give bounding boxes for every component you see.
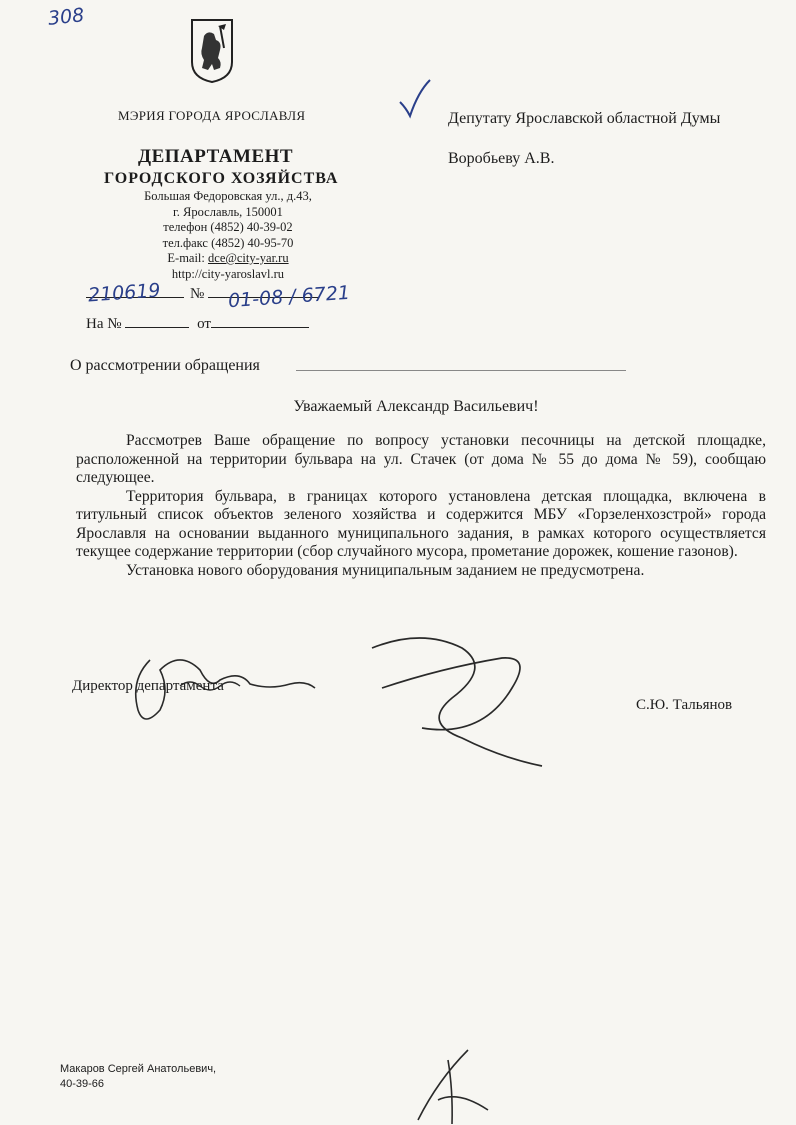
from-label: от bbox=[197, 316, 211, 332]
body-paragraph-1: Рассмотрев Ваше обращение по вопросу установки песочницы на детской площадке, расположенной на территории бульвара на ул. Стачек (от дома № 55 до дома № 59), сообщаю следующее. bbox=[76, 432, 766, 486]
reply-reference-line bbox=[86, 313, 309, 333]
handwritten-date: 210619 bbox=[87, 279, 162, 307]
executor-phone: 40-39-66 bbox=[60, 1078, 105, 1090]
letter-body bbox=[76, 432, 766, 580]
body-paragraph-2: Территория бульвара, в границах которого установлена детская площадка, включена в титульный список объектов зеленого хозяйства и содержится МБУ «Горзеленхозстрой» города Ярославля на основании выданного муниципального задания, в рамках которого осуществляется текущее содержание территории (сбор случайного мусора, прометание дорожек, кошение газонов). bbox=[76, 487, 766, 560]
department-title: ДЕПАРТАМЕНТ bbox=[138, 146, 294, 167]
phone-number: телефон (4852) 40-39-02 bbox=[163, 220, 293, 234]
executor-info bbox=[60, 1062, 216, 1092]
email-link[interactable]: dce@city-yar.ru bbox=[208, 251, 289, 265]
recipient-name: Воробьеву А.В. bbox=[448, 150, 555, 167]
executor-signature bbox=[408, 1040, 498, 1125]
signatory-name: С.Ю. Тальянов bbox=[636, 697, 733, 713]
signatory-position: Директор департамента bbox=[72, 678, 224, 694]
department-subtitle: ГОРОДСКОГО ХОЗЯЙСТВА bbox=[104, 170, 339, 187]
organization-name: МЭРИЯ ГОРОДА ЯРОСЛАВЛЯ bbox=[118, 108, 306, 123]
director-signature bbox=[362, 628, 552, 768]
number-label: № bbox=[190, 286, 205, 302]
body-paragraph-3: Установка нового оборудования муниципальным заданием не предусмотрена. bbox=[126, 561, 645, 579]
subject-divider bbox=[296, 370, 626, 371]
email-label: E-mail: bbox=[167, 251, 209, 265]
executor-name: Макаров Сергей Анатольевич, bbox=[60, 1063, 217, 1075]
address-street: Большая Федоровская ул., д.43, bbox=[144, 189, 312, 203]
salutation: Уважаемый Александр Васильевич! bbox=[293, 398, 539, 415]
subject-line: О рассмотрении обращения bbox=[70, 357, 260, 374]
fax-number: тел.факс (4852) 40-95-70 bbox=[162, 235, 294, 250]
email-line bbox=[118, 251, 338, 267]
handwritten-number: 01-08 / 6721 bbox=[227, 281, 351, 313]
checkmark-icon bbox=[398, 78, 432, 118]
department-contacts bbox=[118, 189, 338, 282]
coat-of-arms-icon bbox=[190, 18, 234, 84]
address-city: г. Ярославль, 150001 bbox=[173, 204, 283, 219]
recipient-title: Депутату Ярославской областной Думы bbox=[448, 110, 721, 127]
reply-label: На № bbox=[86, 316, 122, 332]
website-link[interactable]: http://city-yaroslavl.ru bbox=[171, 266, 285, 281]
page-number-mark: 308 bbox=[46, 4, 86, 30]
